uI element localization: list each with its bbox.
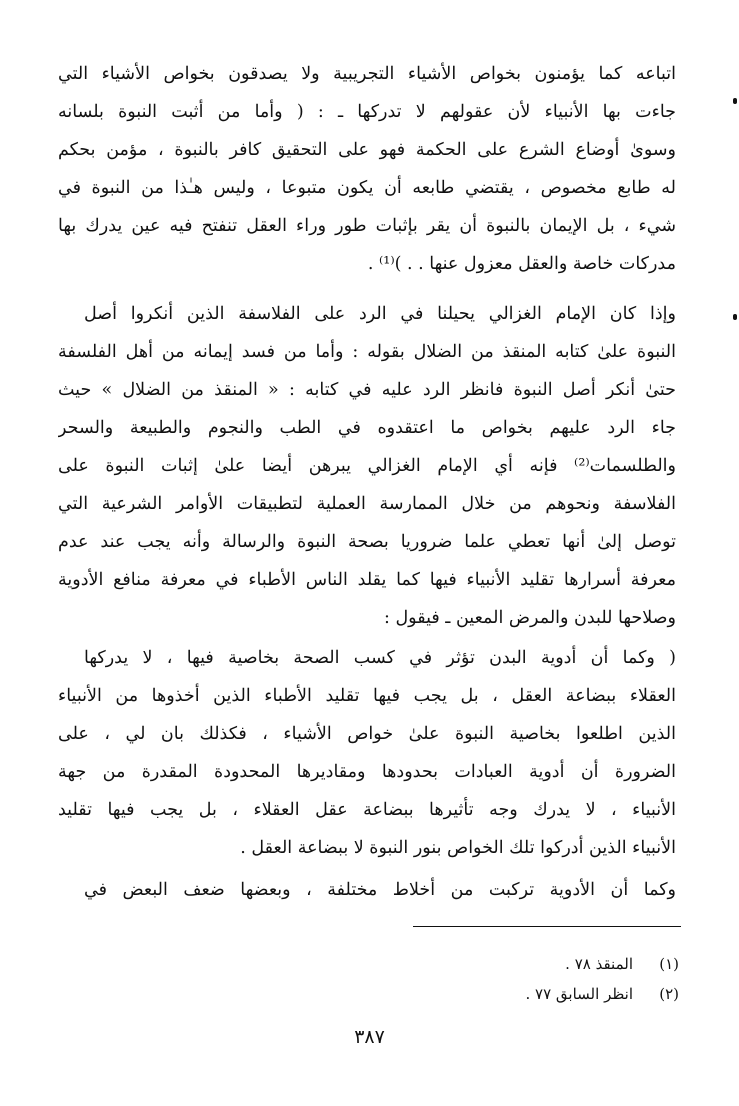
text-line: اتباعه كما يؤمنون بخواص الأشياء التجريبية ولا يصدقون بخواص الأشياء التي xyxy=(58,64,676,84)
text-line: الذين اطلعوا بخاصية النبوة علىٰ خواص الأشياء ، فكذلك بان لي ، على xyxy=(58,724,676,744)
footnote-text: المنقذ ٧٨ . xyxy=(565,955,633,973)
text-line: حتىٰ أنكر أصل النبوة فانظر الرد عليه في كتابه : « المنقذ من الضلال » حيث xyxy=(58,380,676,400)
text-line: العقلاء ببضاعة العقل ، بل يجب فيها تقليد الأطباء الذين أخذوها من الأنبياء xyxy=(58,686,676,706)
margin-mark xyxy=(733,314,737,320)
text-line: وكما أن الأدوية تركبت من أخلاط مختلفة ، وبعضها ضعف البعض في xyxy=(84,880,676,900)
margin-mark xyxy=(733,98,737,104)
text-line: الضرورة أن أدوية العبادات بحدودها ومقاديرها المحدودة المقدرة من جهة xyxy=(58,762,676,782)
text-line: الفلاسفة ونحوهم من خلال الممارسة العملية لتطبيقات الأوامر الشرعية التي xyxy=(58,494,676,514)
text-line: الأنبياء الذين أدركوا تلك الخواص بنور النبوة لا ببضاعة العقل . xyxy=(240,838,676,858)
text-line: وسوىٰ أوضاع الشرع على الحكمة فهو على التحقيق كافر بالنبوة ، مؤمن بحكم xyxy=(58,140,676,160)
footnote-number: (١) xyxy=(659,955,679,973)
footnote-text: انظر السابق ٧٧ . xyxy=(525,985,633,1003)
text-line: وإذا كان الإمام الغزالي يحيلنا في الرد على الفلاسفة الذين أنكروا أصل xyxy=(84,304,676,324)
footnote-1 xyxy=(279,950,679,978)
text-line: توصل إلىٰ أنها تعطي علما ضروريا بصحة النبوة والرسالة وأنه يجب عند عدم xyxy=(58,532,676,552)
text-line: جاءت بها الأنبياء لأن عقولهم لا تدركها ـ : ( وأما من أثبت النبوة بلسانه xyxy=(58,102,676,122)
text-line: وصلاحها للبدن والمرض المعين ـ فيقول : xyxy=(384,608,676,628)
text-line: الأنبياء ، لا يدرك وجه تأثيرها ببضاعة عقل العقلاء ، بل يجب فيها تقليد xyxy=(58,800,676,820)
text-line: النبوة علىٰ كتابه المنقذ من الضلال بقوله : وأما من فسد إيمانه من أهل الفلسفة xyxy=(58,342,676,362)
text-line: معرفة أسرارها تقليد الأنبياء فيها كما يقلد الناس الأطباء في معرفة منافع الأدوية xyxy=(58,570,676,590)
text-line: له طابع مخصوص ، يقتضي طابعه أن يكون متبوعا ، وليس هـٰذا من النبوة في xyxy=(58,178,676,198)
text-line: جاء الرد عليهم بخواص ما اعتقدوه في الطب والنجوم والطبيعة والسحر xyxy=(58,418,676,438)
text-line: والطلسمات⁽²⁾ فإنه أي الإمام الغزالي يبرهن أيضا علىٰ إثبات النبوة على xyxy=(58,456,676,476)
footnote-2 xyxy=(279,980,679,1008)
footnote-divider xyxy=(413,926,681,927)
text-line: شيء ، بل الإيمان بالنبوة أن يقر بإثبات طور وراء العقل تنفتح فيه عين يدرك بها xyxy=(58,216,676,236)
footnote-number: (٢) xyxy=(659,985,679,1003)
text-line: مدركات خاصة والعقل معزول عنها . . )⁽¹⁾ . xyxy=(367,254,676,274)
page-number: ٣٨٧ xyxy=(354,1026,385,1048)
text-line: ( وكما أن أدوية البدن تؤثر في كسب الصحة بخاصية فيها ، لا يدركها xyxy=(84,648,676,668)
